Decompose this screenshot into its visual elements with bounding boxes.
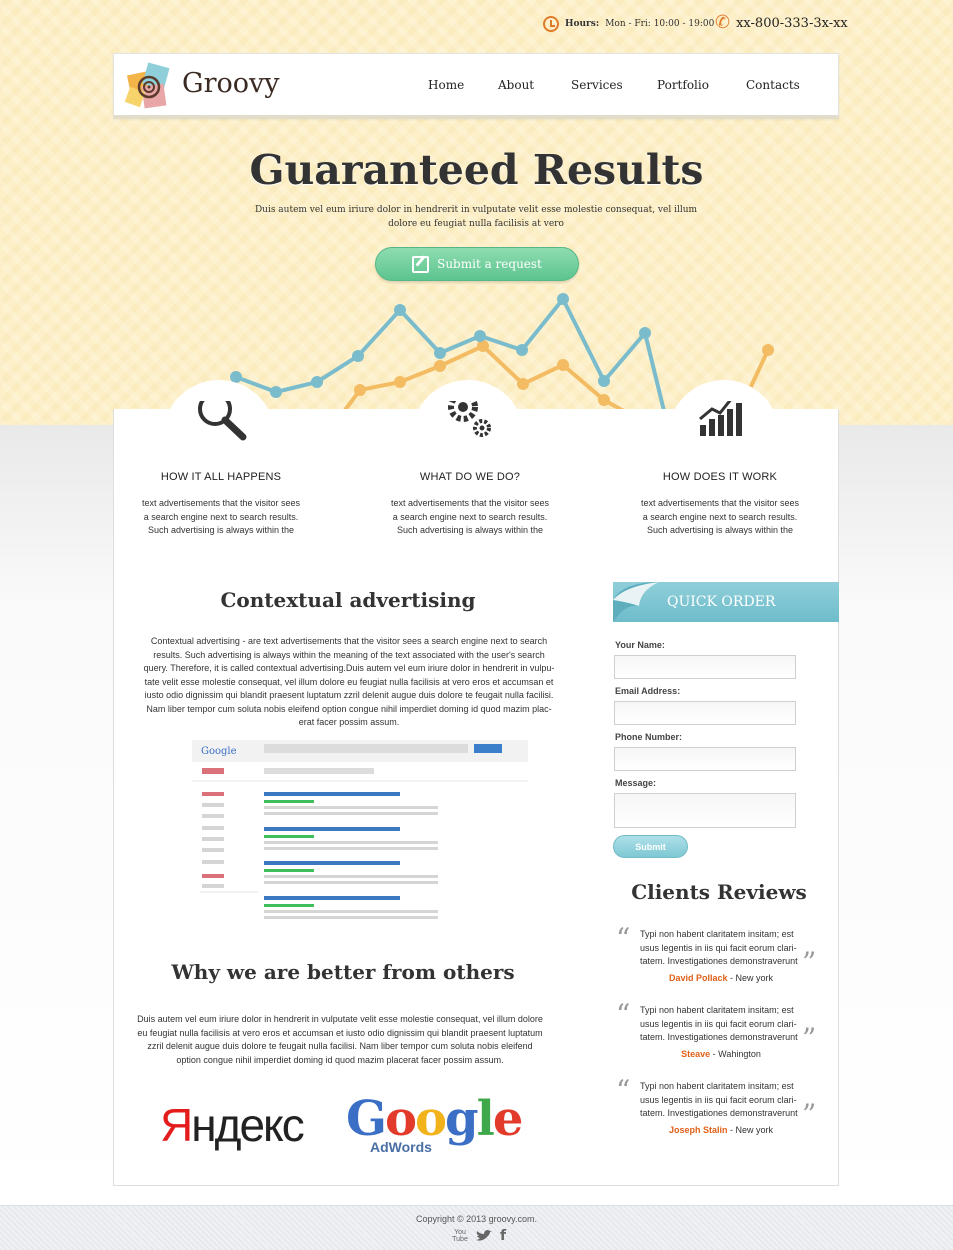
review-author-city: - Wahington bbox=[710, 1049, 761, 1059]
feature-how-it-works bbox=[620, 401, 820, 538]
name-label: Your Name: bbox=[615, 640, 665, 650]
quote-close-icon: ” bbox=[802, 1098, 817, 1131]
site-header bbox=[113, 53, 839, 119]
chart-point bbox=[270, 386, 282, 398]
nav-contacts[interactable]: Contacts bbox=[746, 78, 800, 92]
result-group bbox=[264, 861, 438, 884]
logo-icon[interactable] bbox=[123, 59, 177, 113]
magnifier-icon bbox=[121, 401, 321, 471]
chart-point bbox=[598, 394, 610, 406]
review-author-city: - New york bbox=[727, 1125, 774, 1135]
message-label: Message: bbox=[615, 778, 657, 788]
quote-close-icon: ” bbox=[802, 946, 817, 979]
review-text: Typi non habent claritatem insitam; est usus legentis in iis qui facit eorum clari- tatem. Investigationes demonstraverunt bbox=[640, 1005, 798, 1042]
chart-point bbox=[517, 378, 529, 390]
submit-request-label: Submit a request bbox=[437, 257, 542, 271]
quote-open-icon: “ bbox=[616, 998, 631, 1031]
yandex-logo[interactable] bbox=[160, 1097, 303, 1153]
logo-text[interactable]: Groovy bbox=[182, 68, 280, 99]
quick-order-submit-button[interactable]: Submit bbox=[613, 835, 688, 858]
google-logo: Google bbox=[201, 746, 237, 757]
feature-title: HOW DOES IT WORK bbox=[662, 471, 778, 483]
social-links bbox=[452, 1228, 506, 1244]
main-nav bbox=[428, 78, 800, 92]
better-title: Why we are better from others bbox=[171, 960, 515, 984]
contextual-title: Contextual advertising bbox=[220, 588, 476, 612]
phone-label: Phone Number: bbox=[615, 732, 683, 742]
feature-text: text advertisements that the visitor sees a search engine next to search results. Such advertising is always within the bbox=[141, 498, 301, 535]
nav-portfolio[interactable]: Portfolio bbox=[657, 78, 709, 92]
chart-point bbox=[434, 360, 446, 372]
hero-title: Guaranteed Results bbox=[249, 146, 704, 194]
feature-what-we-do bbox=[370, 401, 570, 538]
quote-open-icon: “ bbox=[616, 1074, 631, 1107]
chart-point bbox=[762, 344, 774, 356]
review-text: Typi non habent claritatem insitam; est usus legentis in iis qui facit eorum clari- tatem. Investigationes demonstraverunt bbox=[640, 929, 798, 966]
review-author bbox=[640, 1125, 802, 1135]
twitter-icon[interactable] bbox=[476, 1230, 492, 1242]
chart-point bbox=[352, 350, 364, 362]
phone-number[interactable] bbox=[715, 14, 848, 32]
submit-request-button[interactable] bbox=[375, 247, 579, 281]
result-group bbox=[264, 827, 438, 850]
chart-point bbox=[434, 347, 446, 359]
youtube-icon[interactable]: You Tube bbox=[452, 1229, 468, 1243]
quote-close-icon: ” bbox=[802, 1022, 817, 1055]
phone-field[interactable] bbox=[614, 747, 796, 771]
name-field[interactable] bbox=[614, 655, 796, 679]
chart-point bbox=[598, 375, 610, 387]
review-author-name: David Pollack bbox=[668, 973, 728, 983]
adwords-main-text: Google bbox=[346, 1091, 522, 1147]
adwords-sub-text: AdWords bbox=[370, 1139, 432, 1155]
page-curl-icon bbox=[613, 582, 665, 622]
hours-value: Mon - Fri: 10:00 - 19:00 bbox=[605, 19, 715, 29]
feature-title: WHAT DO WE DO? bbox=[419, 471, 521, 483]
review-author bbox=[640, 1049, 802, 1059]
feature-text: text advertisements that the visitor sees a search engine next to search results. Such advertising is always within the bbox=[390, 498, 550, 535]
yandex-logo-first-letter: Я bbox=[160, 1099, 192, 1151]
email-label: Email Address: bbox=[615, 686, 681, 696]
reviews-title: Clients Reviews bbox=[631, 880, 807, 904]
working-hours bbox=[543, 16, 714, 32]
edit-icon bbox=[412, 256, 429, 273]
nav-services[interactable]: Services bbox=[571, 78, 623, 92]
contextual-text: Contextual advertising - are text advertisements that the visitor sees a search engine next to search results. Such advertising is always within the meaning of the text associated with the user's search query. Therefore, it is called contextual advertising.Duis autem vel eum iriure dolor in hendrerit in vulpu- tate velit esse molestie consequat, vel illum dolore eu feugiat nulla facilisis at vero eros et accumsan et iusto odio dignissim qui blandit praesent luptatum zzril delenit augue duis dolore te feugait nulla facilisi. Nam liber tempor cum soluta nobis eleifend option congue nihil imperdiet doming id quod mazim plac- erat facer possim assum. bbox=[143, 636, 555, 727]
chart-point bbox=[311, 376, 323, 388]
review-text: Typi non habent claritatem insitam; est usus legentis in iis qui facit eorum clari- tatem. Investigationes demonstraverunt bbox=[640, 1081, 798, 1118]
feature-title: HOW IT ALL HAPPENS bbox=[160, 471, 282, 483]
chart-point bbox=[639, 327, 651, 339]
google-adwords-logo[interactable] bbox=[346, 1091, 522, 1159]
review-author bbox=[640, 973, 802, 983]
copyright: Copyright © 2013 groovy.com. bbox=[415, 1214, 538, 1224]
result-group bbox=[264, 896, 438, 919]
feature-how-it-happens bbox=[121, 401, 321, 538]
gears-icon bbox=[370, 401, 570, 471]
review-author-city: - New york bbox=[727, 973, 774, 983]
chart-point bbox=[354, 384, 366, 396]
feature-text: text advertisements that the visitor sees a search engine next to search results. Such advertising is always within the bbox=[640, 498, 800, 535]
quote-open-icon: “ bbox=[616, 922, 631, 955]
hero-subtitle: Duis autem vel eum iriure dolor in hendrerit in vulputate velit esse molestie consequat, vel illum dolore eu feugiat nulla facilisis at vero bbox=[254, 205, 698, 229]
clock-icon bbox=[543, 16, 559, 32]
chart-point bbox=[516, 344, 528, 356]
chart-point bbox=[557, 293, 569, 305]
phone-text: xx-800-333-3x-xx bbox=[736, 15, 848, 31]
result-group bbox=[264, 792, 438, 815]
hours-label: Hours: bbox=[565, 19, 600, 29]
chart-point bbox=[394, 376, 406, 388]
search-results-mockup bbox=[192, 740, 528, 920]
review-author-name: Steave bbox=[681, 1049, 711, 1059]
chart-point bbox=[394, 304, 406, 316]
chart-point bbox=[557, 359, 569, 371]
growth-chart-icon bbox=[620, 401, 820, 471]
email-field[interactable] bbox=[614, 701, 796, 725]
chart-point bbox=[474, 330, 486, 342]
top-bar bbox=[0, 12, 953, 38]
better-text: Duis autem vel eum iriure dolor in hendrerit in vulputate velit esse molestie consequat, vel illum dolore eu feugiat nulla facilisis at vero eros et accumsan et iusto odio dignissim qui blandit praesent luptatum zzril delenit augue duis dolore te feugait nulla facilisi. Nam liber tempor cum soluta nobis eleifend option congue nihil imperdiet doming id quod mazim placerat facer possim assum. bbox=[137, 1014, 543, 1065]
message-field[interactable] bbox=[614, 793, 796, 828]
facebook-icon[interactable]: f bbox=[500, 1228, 507, 1244]
phone-icon: ✆ bbox=[715, 12, 731, 33]
nav-home[interactable]: Home bbox=[428, 78, 465, 92]
yandex-logo-rest: ндекс bbox=[191, 1099, 303, 1151]
quick-order-banner: QUICK ORDER bbox=[613, 582, 839, 622]
review-author-name: Joseph Stalin bbox=[668, 1125, 728, 1135]
nav-about[interactable]: About bbox=[498, 78, 535, 92]
